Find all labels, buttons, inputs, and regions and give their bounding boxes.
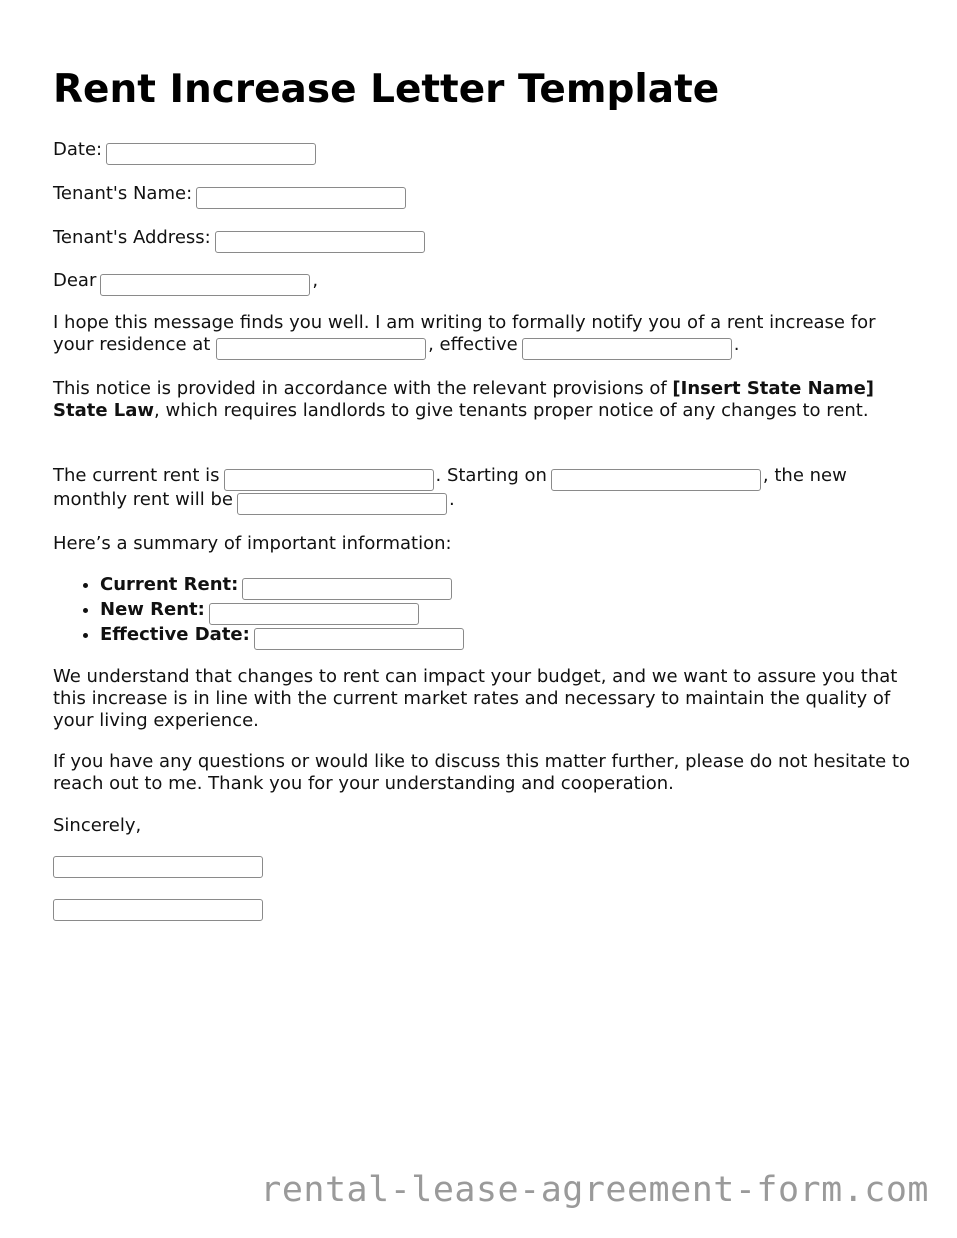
state-law-placeholder: [Insert State Name] State Law	[53, 378, 875, 421]
effective-date-input[interactable]	[522, 338, 732, 360]
salutation-row	[53, 269, 318, 293]
rent-text-1: The current rent is	[53, 465, 220, 486]
budget-paragraph: We understand that changes to rent can impact your budget, and we want to assure you that this increase is in line with the current market rates and necessary to maintain the quality of your living experience.	[53, 666, 898, 731]
tenant-name-label: Tenant's Name:	[53, 183, 193, 204]
summary-current-rent-label: Current Rent:	[100, 574, 239, 595]
list-item	[100, 622, 466, 647]
signature-title-input[interactable]	[53, 899, 263, 921]
residence-address-input[interactable]	[216, 338, 426, 360]
list-item	[100, 597, 466, 622]
date-input[interactable]	[106, 143, 316, 165]
page-title: Rent Increase Letter Template	[53, 67, 720, 112]
rent-text-3: , the new	[762, 465, 847, 486]
intro-text-before: I hope this message finds you well. I am writing to formally notify you of a rent increase for your residence at	[53, 312, 876, 355]
date-row	[53, 138, 318, 162]
tenant-name-input[interactable]	[196, 187, 406, 209]
summary-new-rent-label: New Rent:	[100, 599, 205, 620]
intro-paragraph	[53, 312, 913, 360]
rent-change-line-1	[53, 464, 847, 488]
legal-paragraph	[53, 378, 913, 422]
salutation-text: Dear	[53, 270, 97, 291]
summary-list	[53, 572, 466, 647]
signature-name-input[interactable]	[53, 856, 263, 878]
legal-text-after: , which requires landlords to give tenants proper notice of any changes to rent.	[154, 400, 869, 421]
summary-effective-date-input[interactable]	[254, 628, 464, 650]
summary-effective-date-label: Effective Date:	[100, 624, 250, 645]
tenant-address-label: Tenant's Address:	[53, 227, 211, 248]
intro-text-middle: , effective	[428, 334, 518, 355]
closing-text: Sincerely,	[53, 815, 142, 836]
questions-paragraph: If you have any questions or would like to discuss this matter further, please do not hesitate to reach out to me. Thank you for your understanding and cooperation.	[53, 751, 911, 794]
start-date-input[interactable]	[551, 469, 761, 491]
legal-text-before: This notice is provided in accordance with the relevant provisions of	[53, 378, 673, 399]
date-label: Date:	[53, 139, 103, 160]
rent-change-line-2	[53, 488, 455, 512]
rent-text-5: .	[449, 489, 455, 510]
salutation-comma: ,	[312, 270, 319, 291]
tenant-address-input[interactable]	[215, 231, 425, 253]
tenant-address-row	[53, 226, 427, 250]
summary-heading: Here’s a summary of important information:	[53, 533, 452, 554]
site-watermark: rental-lease-agreement-form.com	[260, 1170, 929, 1210]
list-item	[100, 572, 466, 597]
rent-text-2: . Starting on	[435, 465, 547, 486]
intro-text-end: .	[733, 334, 740, 355]
new-rent-input[interactable]	[237, 493, 447, 515]
tenant-name-row	[53, 182, 408, 206]
salutation-name-input[interactable]	[100, 274, 310, 296]
rent-text-4: monthly rent will be	[53, 489, 234, 510]
